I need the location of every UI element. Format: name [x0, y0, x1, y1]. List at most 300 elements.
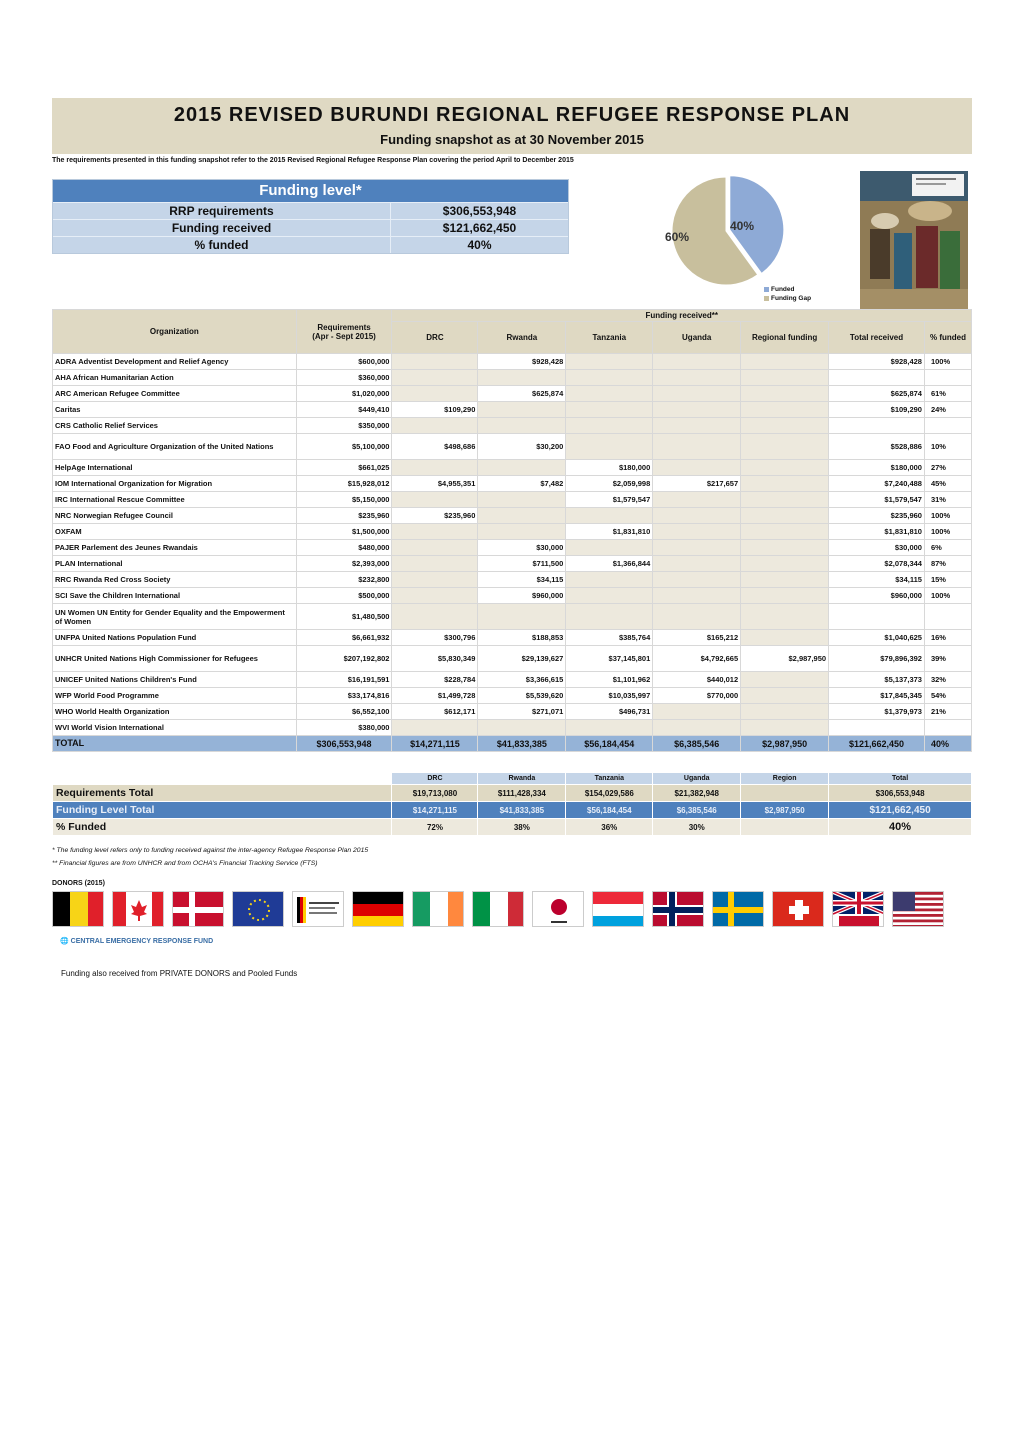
requirements-cell: $1,020,000: [296, 386, 392, 402]
drc-cell: $228,784: [392, 672, 478, 688]
uga-cell: [653, 386, 741, 402]
summary-cell: $111,428,334: [478, 785, 566, 802]
total-received-cell: $2,078,344: [829, 556, 925, 572]
total-received-cell: $30,000: [829, 540, 925, 556]
title-band: [52, 98, 972, 154]
total-received-cell: [829, 370, 925, 386]
reg-cell: [741, 476, 829, 492]
percent-funded-cell: 32%: [924, 672, 971, 688]
percent-funded-cell: [924, 370, 971, 386]
tza-cell: $1,579,547: [566, 492, 653, 508]
reg-cell: [741, 572, 829, 588]
requirements-cell: $5,100,000: [296, 434, 392, 460]
summary-cell: $306,553,948: [829, 785, 972, 802]
reg-cell: [741, 434, 829, 460]
table-row: [53, 354, 972, 370]
rwa-cell: $960,000: [478, 588, 566, 604]
percent-funded-cell: 61%: [924, 386, 971, 402]
percent-funded-cell: 100%: [924, 588, 971, 604]
percent-funded-cell: 24%: [924, 402, 971, 418]
total-received-cell: [829, 604, 925, 630]
org-cell: NRC Norwegian Refugee Council: [53, 508, 297, 524]
rwa-cell: [478, 418, 566, 434]
total-received-cell: $528,886: [829, 434, 925, 460]
tza-cell: [566, 354, 653, 370]
summary-col-drc: DRC: [392, 773, 478, 785]
total-received-cell: $34,115: [829, 572, 925, 588]
percent-funded-cell: 16%: [924, 630, 971, 646]
belgium-flag-icon: [52, 891, 104, 927]
requirements-cell: $2,393,000: [296, 556, 392, 572]
uga-cell: [653, 370, 741, 386]
summary-cell: $6,385,546: [653, 802, 741, 819]
col-requirements-label: Requirements: [317, 322, 371, 332]
drc-cell: [392, 572, 478, 588]
requirements-cell: $235,960: [296, 508, 392, 524]
rrp-requirements-value: $306,553,948: [442, 204, 517, 218]
total-received-cell: $7,240,488: [829, 476, 925, 492]
tza-cell: [566, 434, 653, 460]
requirements-cell: $6,552,100: [296, 704, 392, 720]
rwa-cell: [478, 492, 566, 508]
tza-cell: [566, 418, 653, 434]
summary-cell: $14,271,115: [392, 802, 478, 819]
col-requirements-sub: (Apr - Sept 2015): [312, 331, 376, 341]
reg-cell: [741, 556, 829, 572]
summary-cell: $2,987,950: [741, 802, 829, 819]
drc-cell: [392, 556, 478, 572]
summary-cell: 38%: [478, 819, 566, 836]
requirements-cell: $350,000: [296, 418, 392, 434]
switzerland-flag-icon: [772, 891, 824, 927]
uga-cell: [653, 540, 741, 556]
legend-item-funded: [764, 285, 811, 294]
total-received-cell: [829, 720, 925, 736]
org-cell: CRS Catholic Relief Services: [53, 418, 297, 434]
summary-cell: 30%: [653, 819, 741, 836]
total-tot-cell: $121,662,450: [829, 736, 925, 752]
tza-cell: $10,035,997: [566, 688, 653, 704]
drc-cell: [392, 492, 478, 508]
table-row: [53, 572, 972, 588]
funding-level-heading: Funding level*: [53, 180, 568, 202]
japan-flag-icon: [532, 891, 584, 927]
uga-cell: [653, 492, 741, 508]
percent-funded-cell: 10%: [924, 434, 971, 460]
org-cell: IOM International Organization for Migration: [53, 476, 297, 492]
italy-flag-icon: [472, 891, 524, 927]
percent-funded-cell: [924, 604, 971, 630]
total-received-cell: $17,845,345: [829, 688, 925, 704]
col-total-received: Total received: [829, 322, 925, 354]
reg-cell: [741, 492, 829, 508]
sweden-flag-icon: [712, 891, 764, 927]
percent-funded-cell: [924, 418, 971, 434]
total-req-cell: $306,553,948: [296, 736, 392, 752]
tza-cell: $180,000: [566, 460, 653, 476]
total-received-cell: $928,428: [829, 354, 925, 370]
reg-cell: [741, 354, 829, 370]
rwa-cell: [478, 604, 566, 630]
gap-slice-label: 60%: [665, 230, 690, 244]
uga-cell: [653, 508, 741, 524]
org-cell: SCI Save the Children International: [53, 588, 297, 604]
uga-cell: [653, 460, 741, 476]
rwa-cell: $5,539,620: [478, 688, 566, 704]
org-cell: ARC American Refugee Committee: [53, 386, 297, 402]
total-reg-cell: $2,987,950: [741, 736, 829, 752]
reg-cell: [741, 588, 829, 604]
org-cell: OXFAM: [53, 524, 297, 540]
col-funding-received: Funding received**: [392, 310, 972, 322]
table-row: [53, 588, 972, 604]
tza-cell: [566, 572, 653, 588]
summary-cell: $154,029,586: [566, 785, 653, 802]
tza-cell: [566, 720, 653, 736]
tza-cell: $1,101,962: [566, 672, 653, 688]
percent-funded-cell: 100%: [924, 354, 971, 370]
requirements-cell: $600,000: [296, 354, 392, 370]
funding-level-row: [53, 202, 568, 219]
uga-cell: $770,000: [653, 688, 741, 704]
table-row: [53, 646, 972, 672]
drc-cell: $109,290: [392, 402, 478, 418]
footnotes: [52, 844, 972, 870]
total-received-cell: $235,960: [829, 508, 925, 524]
percent-funded-cell: 6%: [924, 540, 971, 556]
uga-cell: [653, 720, 741, 736]
rwa-cell: $625,874: [478, 386, 566, 402]
total-received-cell: $5,137,373: [829, 672, 925, 688]
drc-cell: $612,171: [392, 704, 478, 720]
org-cell: Caritas: [53, 402, 297, 418]
percent-funded-cell: 100%: [924, 508, 971, 524]
drc-cell: [392, 720, 478, 736]
requirements-cell: $380,000: [296, 720, 392, 736]
percent-funded-cell: 21%: [924, 704, 971, 720]
table-row: [53, 476, 972, 492]
total-received-cell: $1,379,973: [829, 704, 925, 720]
summary-cell: $121,662,450: [829, 802, 972, 819]
org-cell: FAO Food and Agriculture Organization of the United Nations: [53, 434, 297, 460]
summary-cell: 36%: [566, 819, 653, 836]
org-cell: AHA African Humanitarian Action: [53, 370, 297, 386]
drc-cell: [392, 386, 478, 402]
reg-cell: [741, 604, 829, 630]
summary-col-tanzania: Tanzania: [566, 773, 653, 785]
drc-cell: [392, 604, 478, 630]
rwa-cell: [478, 508, 566, 524]
page-title: 2015 REVISED BURUNDI REGIONAL REFUGEE RESPONSE PLAN: [173, 104, 851, 126]
summary-cell: $19,713,080: [392, 785, 478, 802]
col-regional: Regional funding: [741, 322, 829, 354]
tza-cell: $2,059,998: [566, 476, 653, 492]
table-row: [53, 704, 972, 720]
total-received-cell: [829, 418, 925, 434]
tza-cell: [566, 604, 653, 630]
rwa-cell: $711,500: [478, 556, 566, 572]
requirements-cell: $480,000: [296, 540, 392, 556]
rwa-cell: $34,115: [478, 572, 566, 588]
rwa-cell: $928,428: [478, 354, 566, 370]
uga-cell: [653, 524, 741, 540]
uga-cell: $440,012: [653, 672, 741, 688]
drc-cell: [392, 354, 478, 370]
reg-cell: [741, 402, 829, 418]
reg-cell: [741, 630, 829, 646]
col-percent-funded: % funded: [924, 322, 971, 354]
table-row: [53, 434, 972, 460]
org-cell: HelpAge International: [53, 460, 297, 476]
percent-funded-label: % funded: [53, 237, 391, 253]
uga-cell: [653, 434, 741, 460]
legend-item-gap: [764, 294, 811, 303]
total-received-cell: $1,831,810: [829, 524, 925, 540]
summary-col-region: Region: [741, 773, 829, 785]
total-uga-cell: $6,385,546: [653, 736, 741, 752]
rwa-cell: [478, 524, 566, 540]
table-row: [53, 688, 972, 704]
requirements-cell: $33,174,816: [296, 688, 392, 704]
eu-flag-icon: [232, 891, 284, 927]
drc-cell: $1,499,728: [392, 688, 478, 704]
uk-flag-icon: [832, 891, 884, 927]
funding-received-label: Funding received: [53, 220, 391, 236]
uga-cell: [653, 604, 741, 630]
luxembourg-flag-icon: [592, 891, 644, 927]
table-row: [53, 508, 972, 524]
drc-cell: [392, 524, 478, 540]
table-row: [53, 492, 972, 508]
requirements-cell: $5,150,000: [296, 492, 392, 508]
summary-col-rwanda: Rwanda: [478, 773, 566, 785]
drc-cell: [392, 370, 478, 386]
uga-cell: [653, 402, 741, 418]
org-cell: WHO World Health Organization: [53, 704, 297, 720]
drc-cell: $5,830,349: [392, 646, 478, 672]
uga-cell: [653, 704, 741, 720]
funding-level-row: [53, 236, 568, 253]
total-tza-cell: $56,184,454: [566, 736, 653, 752]
summary-percent-label: % Funded: [53, 819, 392, 836]
funding-table: [52, 309, 972, 752]
percent-funded-cell: 15%: [924, 572, 971, 588]
germany-flag-icon: [352, 891, 404, 927]
total-received-cell: $180,000: [829, 460, 925, 476]
canada-flag-icon: [112, 891, 164, 927]
rwa-cell: [478, 370, 566, 386]
tza-cell: [566, 402, 653, 418]
summary-cell: 40%: [829, 819, 972, 836]
rrp-requirements-label: RRP requirements: [53, 203, 391, 219]
summary-cell: [741, 819, 829, 836]
requirements-cell: $1,480,500: [296, 604, 392, 630]
reg-cell: [741, 460, 829, 476]
requirements-cell: $16,191,591: [296, 672, 392, 688]
drc-cell: [392, 588, 478, 604]
funding-snapshot-sheet: [52, 98, 972, 978]
col-tanzania: Tanzania: [566, 322, 653, 354]
uga-cell: [653, 418, 741, 434]
total-received-cell: $1,040,625: [829, 630, 925, 646]
norway-flag-icon: [652, 891, 704, 927]
total-received-cell: $1,579,547: [829, 492, 925, 508]
legend-gap-label: Funding Gap: [771, 295, 812, 302]
percent-funded-cell: 31%: [924, 492, 971, 508]
funded-slice-label: 40%: [730, 219, 755, 233]
total-label-cell: TOTAL: [53, 736, 297, 752]
reg-cell: [741, 508, 829, 524]
summary-cell: $41,833,385: [478, 802, 566, 819]
summary-cell: [741, 785, 829, 802]
denmark-flag-icon: [172, 891, 224, 927]
drc-cell: $300,796: [392, 630, 478, 646]
donors-title: DONORS (2015): [52, 880, 105, 887]
uga-cell: [653, 556, 741, 572]
report-cover-photo: [860, 171, 968, 309]
org-cell: PLAN International: [53, 556, 297, 572]
table-row: [53, 672, 972, 688]
reg-cell: [741, 418, 829, 434]
summary-cell: $21,382,948: [653, 785, 741, 802]
org-cell: WVI World Vision International: [53, 720, 297, 736]
total-received-cell: $109,290: [829, 402, 925, 418]
usa-flag-icon: [892, 891, 944, 927]
tza-cell: $385,764: [566, 630, 653, 646]
drc-cell: $235,960: [392, 508, 478, 524]
percent-funded-cell: 100%: [924, 524, 971, 540]
org-cell: WFP World Food Programme: [53, 688, 297, 704]
table-row: [53, 418, 972, 434]
reg-cell: [741, 370, 829, 386]
reg-cell: [741, 720, 829, 736]
tza-cell: [566, 508, 653, 524]
summary-cell: $56,184,454: [566, 802, 653, 819]
tza-cell: $37,145,801: [566, 646, 653, 672]
drc-cell: [392, 418, 478, 434]
rwa-cell: $271,071: [478, 704, 566, 720]
org-cell: IRC International Rescue Committee: [53, 492, 297, 508]
total-received-cell: $79,896,392: [829, 646, 925, 672]
table-row: [53, 540, 972, 556]
org-cell: UN Women UN Entity for Gender Equality and the Empowerment of Women: [53, 604, 297, 630]
requirements-cell: $661,025: [296, 460, 392, 476]
reg-cell: [741, 386, 829, 402]
table-total-row: [53, 736, 972, 752]
summary-row-requirements: [53, 785, 972, 802]
tza-cell: $1,831,810: [566, 524, 653, 540]
funding-received-value: $121,662,450: [442, 221, 517, 235]
rwa-cell: $7,482: [478, 476, 566, 492]
col-organization: Organization: [53, 310, 297, 354]
reg-cell: [741, 524, 829, 540]
footnote-1: * The funding level refers only to funding received against the inter-agency Refugee Response Plan 2015: [52, 847, 369, 854]
tza-cell: [566, 386, 653, 402]
top-row: [52, 169, 972, 309]
rwa-cell: $30,200: [478, 434, 566, 460]
ireland-flag-icon: [412, 891, 464, 927]
uga-cell: [653, 572, 741, 588]
org-cell: ADRA Adventist Development and Relief Agency: [53, 354, 297, 370]
percent-funded-cell: 45%: [924, 476, 971, 492]
table-row: [53, 556, 972, 572]
summary-requirements-label: Requirements Total: [53, 785, 392, 802]
requirements-cell: $15,928,012: [296, 476, 392, 492]
private-donors-note: Funding also received from PRIVATE DONORS and Pooled Funds: [61, 969, 298, 978]
col-uganda: Uganda: [653, 322, 741, 354]
funding-level-row: [53, 219, 568, 236]
requirements-cell: $360,000: [296, 370, 392, 386]
tza-cell: [566, 370, 653, 386]
table-row: [53, 524, 972, 540]
summary-row-percent: [53, 819, 972, 836]
summary-col-uganda: Uganda: [653, 773, 741, 785]
drc-cell: [392, 460, 478, 476]
percent-funded-cell: 54%: [924, 688, 971, 704]
summary-row-funding: [53, 802, 972, 819]
legend-funded-label: Funded: [771, 286, 795, 293]
rwa-cell: $3,366,615: [478, 672, 566, 688]
requirements-cell: $6,661,932: [296, 630, 392, 646]
uga-cell: $4,792,665: [653, 646, 741, 672]
total-received-cell: $625,874: [829, 386, 925, 402]
table-row: [53, 370, 972, 386]
total-pct-cell: 40%: [924, 736, 971, 752]
uga-cell: $165,212: [653, 630, 741, 646]
total-rwa-cell: $41,833,385: [478, 736, 566, 752]
reg-cell: [741, 540, 829, 556]
reg-cell: $2,987,950: [741, 646, 829, 672]
total-received-cell: $960,000: [829, 588, 925, 604]
rwa-cell: [478, 402, 566, 418]
funding-pie-chart: [648, 175, 828, 310]
org-cell: RRC Rwanda Red Cross Society: [53, 572, 297, 588]
germany-ministry-logo-icon: [292, 891, 344, 927]
org-cell: UNHCR United Nations High Commissioner for Refugees: [53, 646, 297, 672]
rwa-cell: $30,000: [478, 540, 566, 556]
table-row: [53, 604, 972, 630]
period-note: The requirements presented in this funding snapshot refer to the 2015 Revised Regional Refugee Response Plan covering the period April to December 2015: [52, 157, 574, 164]
col-drc: DRC: [392, 322, 478, 354]
tza-cell: $1,366,844: [566, 556, 653, 572]
drc-cell: $498,686: [392, 434, 478, 460]
org-cell: UNFPA United Nations Population Fund: [53, 630, 297, 646]
reg-cell: [741, 704, 829, 720]
tza-cell: [566, 540, 653, 556]
footnote-2: ** Financial figures are from UNHCR and from OCHA's Financial Tracking Service (FTS): [52, 860, 318, 867]
summary-col-total: Total: [829, 773, 972, 785]
page-subtitle: Funding snapshot as at 30 November 2015: [380, 132, 644, 147]
cerf-logo: [60, 937, 972, 959]
reg-cell: [741, 672, 829, 688]
requirements-cell: $1,500,000: [296, 524, 392, 540]
table-row: [53, 386, 972, 402]
table-row: [53, 402, 972, 418]
rwa-cell: $188,853: [478, 630, 566, 646]
uga-cell: $217,657: [653, 476, 741, 492]
table-row: [53, 720, 972, 736]
requirements-cell: $500,000: [296, 588, 392, 604]
rwa-cell: $29,139,627: [478, 646, 566, 672]
summary-corner: [53, 773, 392, 785]
cerf-logo-text: CENTRAL EMERGENCY RESPONSE FUND: [70, 938, 214, 945]
requirements-cell: $232,800: [296, 572, 392, 588]
percent-funded-cell: 87%: [924, 556, 971, 572]
requirements-cell: $449,410: [296, 402, 392, 418]
table-row: [53, 630, 972, 646]
drc-cell: $4,955,351: [392, 476, 478, 492]
drc-cell: [392, 540, 478, 556]
